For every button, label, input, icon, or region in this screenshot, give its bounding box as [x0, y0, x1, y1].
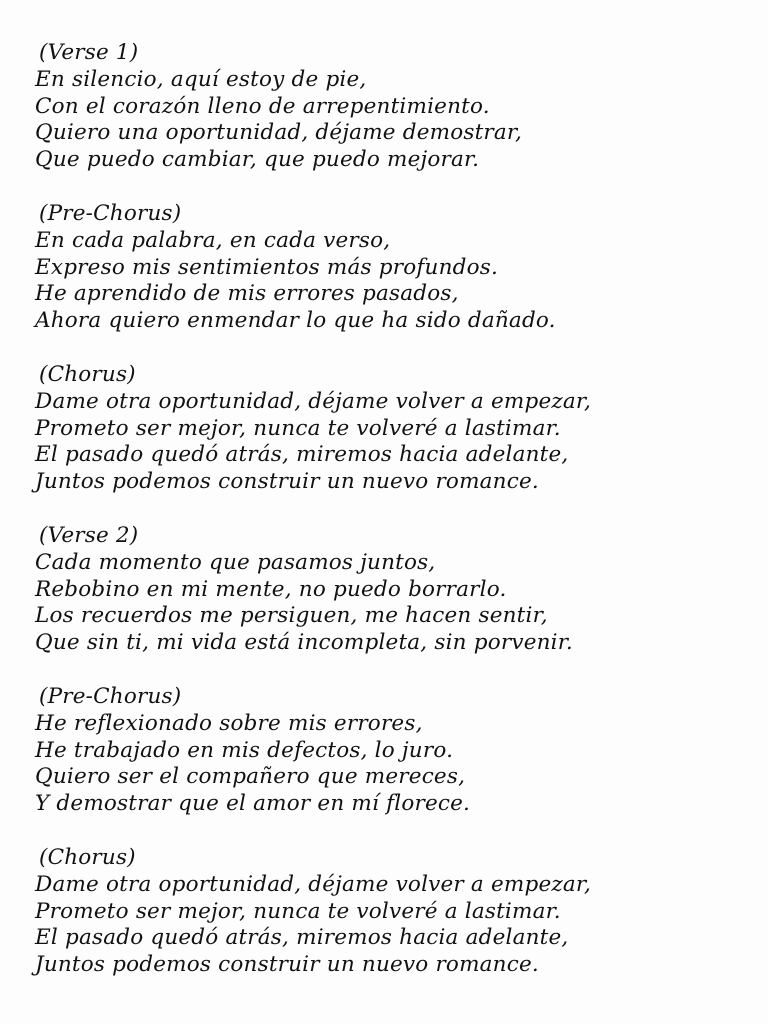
lyric-line: Expreso mis sentimientos más profundos.	[35, 254, 499, 280]
lyric-line: En cada palabra, en cada verso,	[35, 227, 391, 253]
lyric-line: Rebobino en mi mente, no puedo borrarlo.	[35, 576, 507, 602]
stanza-chorus-1	[35, 362, 755, 496]
stanza-label: (Pre-Chorus)	[39, 200, 182, 226]
stanza-pre-chorus-1	[35, 201, 755, 335]
lyric-line: El pasado quedó atrás, miremos hacia adelante,	[35, 925, 569, 951]
stanza-chorus-2	[35, 845, 755, 979]
lyric-line: Quiero una oportunidad, déjame demostrar,	[35, 120, 523, 146]
lyric-line: Prometo ser mejor, nunca te volveré a lastimar.	[35, 415, 561, 441]
lyric-line: Dame otra oportunidad, déjame volver a empezar,	[35, 871, 592, 897]
lyric-line: Ahora quiero enmendar lo que ha sido dañado.	[35, 308, 556, 334]
stanza-label: (Verse 1)	[39, 40, 139, 65]
lyric-line: Con el corazón lleno de arrepentimiento.	[35, 93, 490, 119]
lyric-line: Que puedo cambiar, que puedo mejorar.	[35, 147, 480, 173]
stanza-label: (Chorus)	[39, 361, 136, 387]
stanza-label: (Chorus)	[39, 844, 136, 870]
lyrics-body	[35, 40, 755, 1006]
stanza-verse-1	[35, 40, 755, 174]
lyric-line: Y demostrar que el amor en mí florece.	[35, 791, 471, 817]
lyric-line: He aprendido de mis errores pasados,	[35, 281, 459, 307]
stanza-label: (Pre-Chorus)	[39, 683, 182, 709]
lyric-line: Juntos podemos construir un nuevo romance.	[35, 469, 539, 495]
lyric-line: Prometo ser mejor, nunca te volveré a lastimar.	[35, 898, 561, 924]
stanza-verse-2	[35, 523, 755, 657]
lyric-line: Juntos podemos construir un nuevo romance.	[35, 952, 539, 978]
lyric-line: Los recuerdos me persiguen, me hacen sentir,	[35, 603, 548, 629]
lyric-line: He trabajado en mis defectos, lo juro.	[35, 737, 454, 763]
lyric-line: Cada momento que pasamos juntos,	[35, 549, 436, 575]
lyric-line: Dame otra oportunidad, déjame volver a empezar,	[35, 388, 592, 414]
lyric-line: Quiero ser el compañero que mereces,	[35, 764, 466, 790]
lyric-line: Que sin ti, mi vida está incompleta, sin porvenir.	[35, 630, 573, 656]
stanza-pre-chorus-2	[35, 684, 755, 818]
stanza-label: (Verse 2)	[39, 522, 139, 548]
lyric-line: He reflexionado sobre mis errores,	[35, 710, 423, 736]
lyric-line: En silencio, aquí estoy de pie,	[35, 66, 367, 92]
lyric-line: El pasado quedó atrás, miremos hacia adelante,	[35, 442, 569, 468]
